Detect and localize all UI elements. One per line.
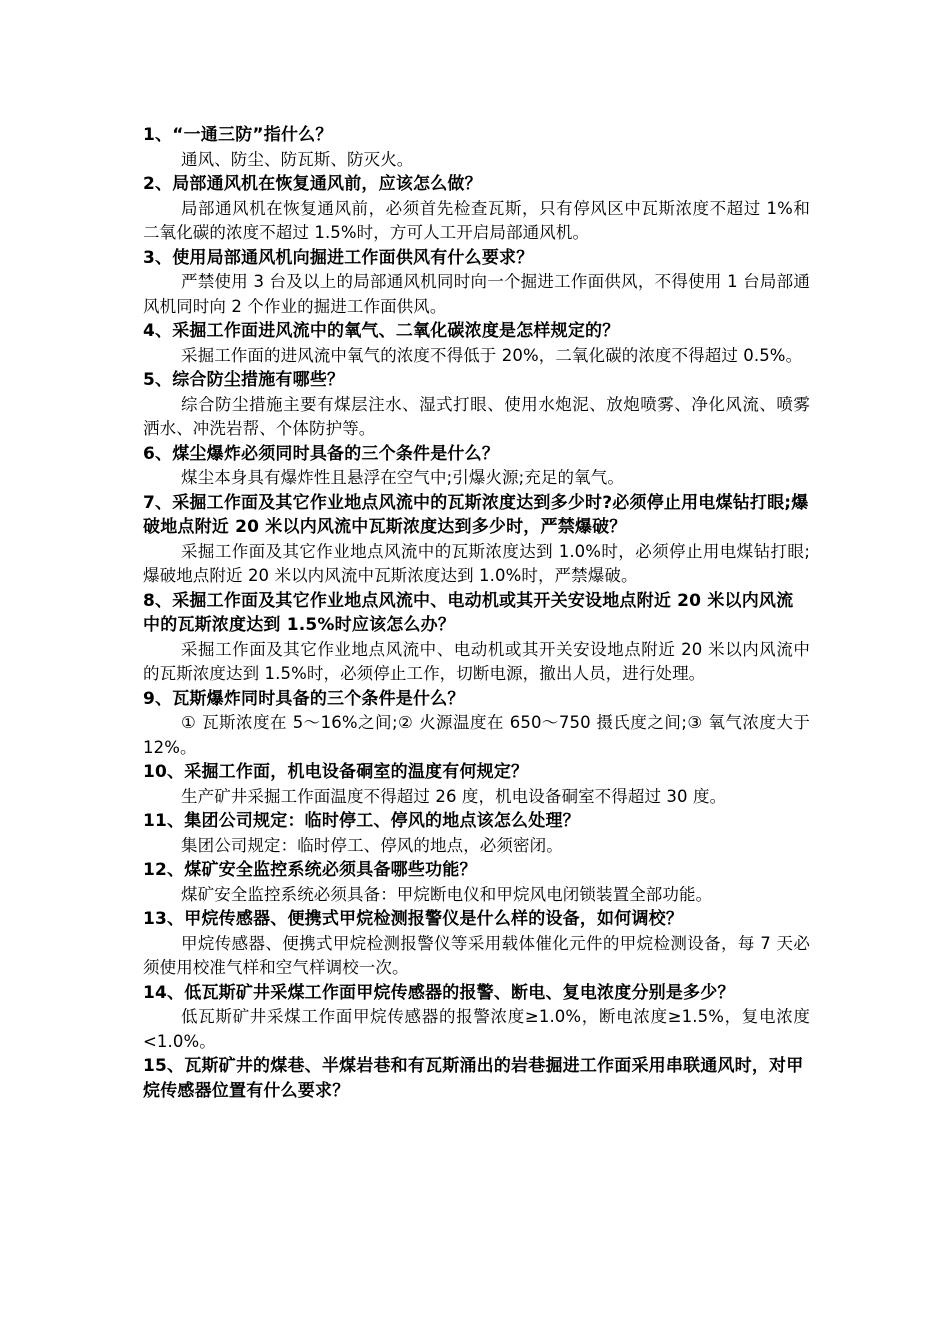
- answer-14: 低瓦斯矿井采煤工作面甲烷传感器的报警浓度≥1.0%，断电浓度≥1.5%，复电浓度<1.0%。: [143, 1007, 810, 1051]
- answer-7: 采掘工作面及其它作业地点风流中的瓦斯浓度达到 1.0%时，必须停止用电煤钻打眼;爆破地点附近 20 米以内风流中瓦斯浓度达到 1.0%时，严禁爆破。: [143, 541, 810, 585]
- question-14: 14、低瓦斯矿井采煤工作面甲烷传感器的报警、断电、复电浓度分别是多少？: [143, 982, 735, 1003]
- qa-item-11: [143, 809, 810, 858]
- answer-3: 严禁使用 3 台及以上的局部通风机同时向一个掘进工作面供风，不得使用 1 台局部通风机同时向 2 个作业的掘进工作面供风。: [143, 272, 810, 316]
- answer-4: 采掘工作面的进风流中氧气的浓度不得低于 20%，二氧化碳的浓度不得超过 0.5%。: [181, 345, 803, 365]
- answer-10: 生产矿井采掘工作面温度不得超过 26 度，机电设备硐室不得超过 30 度。: [181, 786, 727, 806]
- answer-11: 集团公司规定：临时停工、停风的地点，必须密闭。: [181, 835, 563, 855]
- answer-13: 甲烷传感器、便携式甲烷检测报警仪等采用载体催化元件的甲烷检测设备，每 7 天必须使用校准气样和空气样调校一次。: [143, 933, 810, 977]
- qa-item-8: [143, 589, 810, 687]
- qa-item-13: [143, 907, 810, 981]
- qa-item-12: [143, 858, 810, 907]
- qa-item-9: [143, 687, 810, 761]
- qa-item-10: [143, 760, 810, 809]
- answer-9: ① 瓦斯浓度在 5～16%之间;② 火源温度在 650～750 摄氏度之间;③ 氧气浓度大于 12%。: [143, 713, 810, 757]
- question-11: 11、集团公司规定：临时停工、停风的地点该怎么处理？: [143, 811, 580, 831]
- question-1: 1、“一通三防”指什么？: [143, 125, 333, 145]
- qa-item-3: [143, 246, 810, 320]
- question-10: 10、采掘工作面，机电设备硐室的温度有何规定？: [143, 762, 529, 782]
- question-2: 2、局部通风机在恢复通风前，应该怎么做？: [143, 174, 482, 194]
- question-3: 3、使用局部通风机向掘进工作面供风有什么要求？: [143, 247, 534, 268]
- qa-item-14: [143, 981, 810, 1055]
- qa-item-7: [143, 491, 810, 589]
- question-12: 12、煤矿安全监控系统必须具备哪些功能？: [143, 860, 477, 880]
- question-6: 6、煤尘爆炸必须同时具备的三个条件是什么？: [143, 443, 500, 464]
- qa-list: [143, 123, 810, 1103]
- question-15: 15、瓦斯矿井的煤巷、半煤岩巷和有瓦斯涌出的岩巷掘进工作面采用串联通风时，对甲烷传感器位置有什么要求？: [143, 1056, 804, 1101]
- question-8: 8、采掘工作面及其它作业地点风流中、电动机或其开关安设地点附近 20 米以内风流中的瓦斯浓度达到 1.5%时应该怎么办？: [143, 590, 794, 635]
- question-9: 9、瓦斯爆炸同时具备的三个条件是什么？: [143, 688, 465, 709]
- answer-5: 综合防尘措施主要有煤层注水、湿式打眼、使用水炮泥、放炮喷雾、净化风流、喷雾洒水、冲洗岩帮、个体防护等。: [143, 394, 810, 438]
- answer-12: 煤矿安全监控系统必须具备：甲烷断电仪和甲烷风电闭锁装置全部功能。: [181, 884, 713, 904]
- question-7: 7、采掘工作面及其它作业地点风流中的瓦斯浓度达到多少时?必须停止用电煤钻打眼;爆破地点附近 20 米以内风流中瓦斯浓度达到多少时，严禁爆破？: [143, 492, 809, 537]
- answer-6: 煤尘本身具有爆炸性且悬浮在空气中;引爆火源;充足的氧气。: [181, 468, 624, 487]
- answer-8: 采掘工作面及其它作业地点风流中、电动机或其开关安设地点附近 20 米以内风流中的瓦斯浓度达到 1.5%时，必须停止工作，切断电源，撤出人员，进行处理。: [143, 639, 810, 683]
- question-13: 13、甲烷传感器、便携式甲烷检测报警仪是什么样的设备，如何调校？: [143, 909, 684, 929]
- qa-item-5: [143, 368, 810, 442]
- qa-item-4: [143, 319, 810, 368]
- qa-item-2: [143, 172, 810, 246]
- qa-item-1: [143, 123, 810, 172]
- answer-2: 局部通风机在恢复通风前，必须首先检查瓦斯，只有停风区中瓦斯浓度不超过 1%和二氧化碳的浓度不超过 1.5%时，方可人工开启局部通风机。: [143, 198, 810, 242]
- question-4: 4、采掘工作面进风流中的氧气、二氧化碳浓度是怎样规定的？: [143, 321, 620, 341]
- qa-item-6: [143, 442, 810, 491]
- answer-1: 通风、防尘、防瓦斯、防灭火。: [181, 149, 414, 169]
- question-5: 5、综合防尘措施有哪些？: [143, 370, 345, 390]
- qa-item-15: [143, 1054, 810, 1103]
